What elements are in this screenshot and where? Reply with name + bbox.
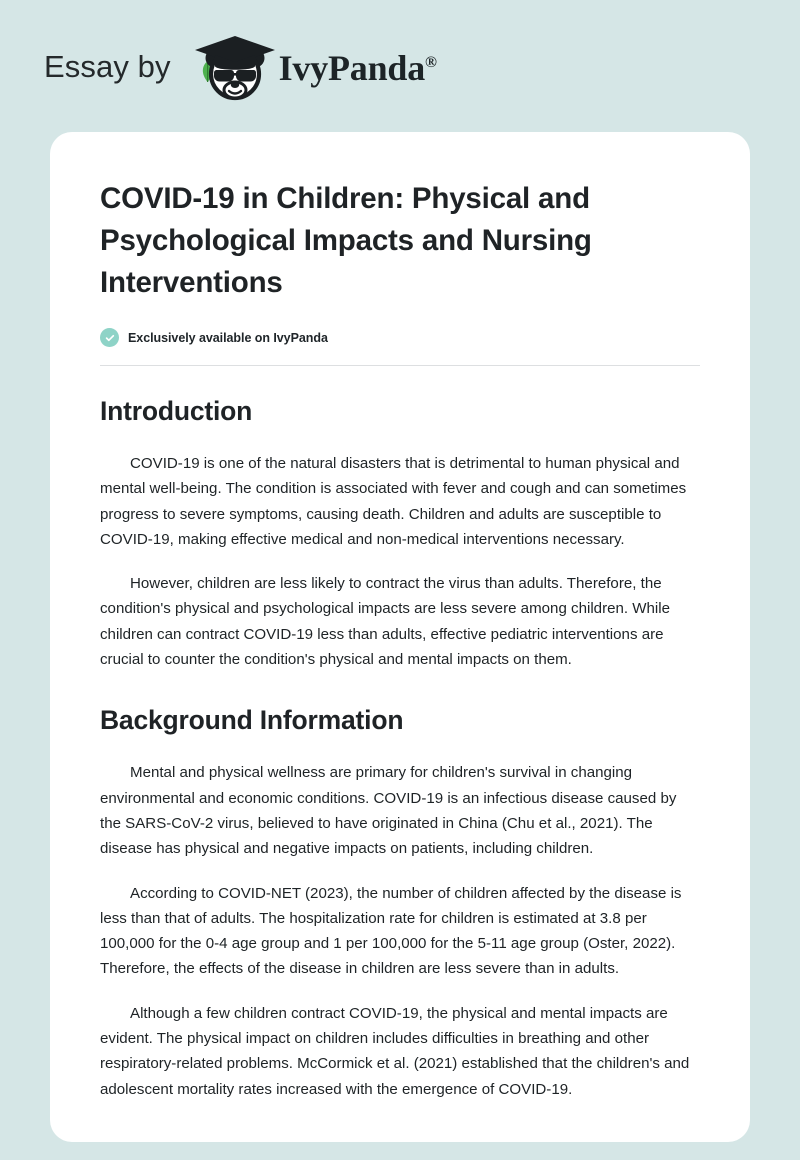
section-heading-background-information: Background Information xyxy=(100,705,404,736)
wordmark-text: IvyPanda xyxy=(278,48,426,88)
page-title: COVID-19 in Children: Physical and Psychological Impacts and Nursing Interventions xyxy=(100,182,592,299)
ivypanda-logo[interactable] xyxy=(185,30,437,102)
paragraph: Mental and physical wellness are primary for children's survival in changing environmental and economic conditions. COVID-19 is an infectious disease caused by the SARS-CoV-2 virus, believed to have originated in China (Chu et al., 2021). The disease has physical and negative impacts on patients, including children. xyxy=(100,764,677,858)
paragraph: COVID-19 is one of the natural disasters that is detrimental to human physical and mental well-being. The condition is associated with fever and cough and can sometimes progress to severe symptoms, causing death. Children and adults are susceptible to COVID-19, making effective medical and non-medical interventions necessary. xyxy=(100,455,687,548)
ivypanda-wordmark xyxy=(279,50,437,86)
registered-trademark-icon: ® xyxy=(425,54,437,71)
header-divider xyxy=(100,365,700,366)
exclusive-availability-notice xyxy=(100,328,700,347)
paragraph: However, children are less likely to contract the virus than adults. Therefore, the condition's physical and psychological impacts are less severe among children. While children can contract COVID-19 less than adults, effective pediatric interventions are crucial to counter the condition's physical and mental impacts on them. xyxy=(100,575,671,669)
paragraph: According to COVID-NET (2023), the number of children affected by the disease is less than that of adults. The hospitalization rate for children is estimated at 3.8 per 100,000 for the 0-4 age group and 1 per 100,000 for the 5-11 age group (Oster, 2022). Therefore, the effects of the disease in children are less severe than in adults. xyxy=(100,884,682,978)
essay-by-label: Essay by xyxy=(44,48,171,84)
brand-header xyxy=(0,0,800,132)
exclusive-availability-label: Exclusively available on IvyPanda xyxy=(128,330,328,345)
panda-graduate-logo-icon xyxy=(185,30,285,102)
essay-card xyxy=(50,132,750,1142)
paragraph: Although a few children contract COVID-19, the physical and mental impacts are evident. The physical impact on children includes difficulties in breathing and other respiratory-related problems. McCormick et al. (2021) established that the children's and adolescent mortality rates increased with the emergence of COVID-19. xyxy=(100,1004,690,1098)
section-heading-introduction: Introduction xyxy=(100,396,253,426)
check-circle-icon xyxy=(100,328,119,347)
